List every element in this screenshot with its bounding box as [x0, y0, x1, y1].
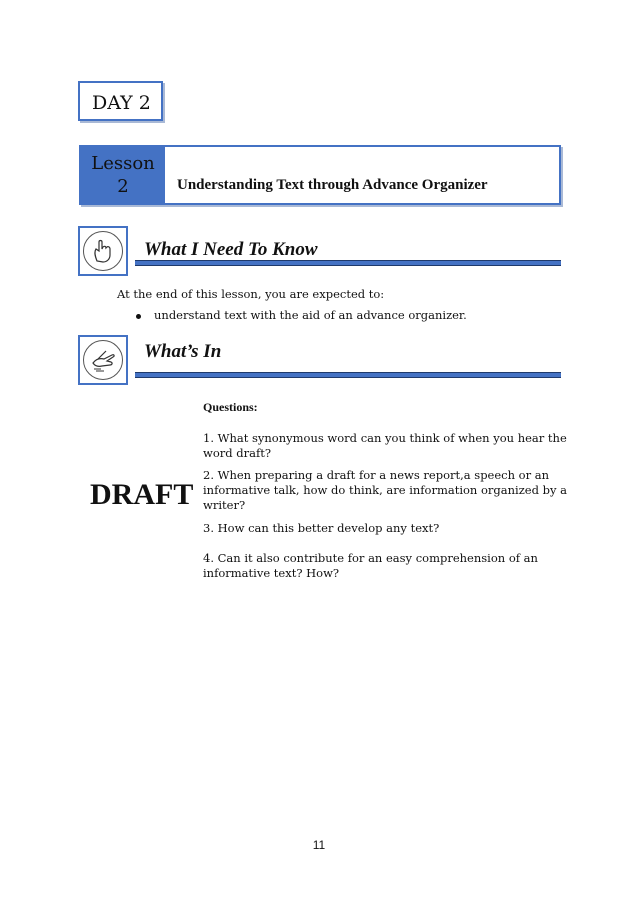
page-number: 11 — [312, 838, 326, 852]
section-rule — [135, 260, 561, 266]
what-i-need-to-know-icon-frame — [78, 226, 128, 276]
section-rule — [135, 372, 561, 378]
objectives-intro: At the end of this lesson, you are expected to: — [117, 287, 385, 301]
question-item: 3. How can this better develop any text? — [203, 521, 440, 535]
whats-in-heading: What’s In — [144, 341, 222, 362]
hand-writing-icon — [83, 340, 123, 380]
bullet-icon — [136, 314, 141, 319]
questions-label: Questions: — [203, 400, 258, 414]
objective-item: understand text with the aid of an advance organizer. — [154, 308, 467, 322]
whats-in-icon-frame — [78, 335, 128, 385]
question-item: 1. What synonymous word can you think of when you hear the word draft? — [203, 431, 567, 460]
what-i-need-to-know-heading: What I Need To Know — [144, 239, 318, 260]
lesson-number-cell — [81, 147, 165, 203]
hand-pointing-icon — [83, 231, 123, 271]
lesson-banner — [79, 145, 561, 205]
day-label: DAY 2 — [78, 81, 163, 121]
question-item: 4. Can it also contribute for an easy comprehension of an informative text? How? — [203, 551, 538, 580]
question-item: 2. When preparing a draft for a news report,a speech or an informative talk, how do think, are information organized by a writer? — [203, 468, 567, 512]
lesson-label: Lesson 2 — [91, 153, 155, 197]
draft-watermark: DRAFT — [90, 478, 194, 511]
lesson-title: Understanding Text through Advance Organizer — [177, 177, 488, 193]
